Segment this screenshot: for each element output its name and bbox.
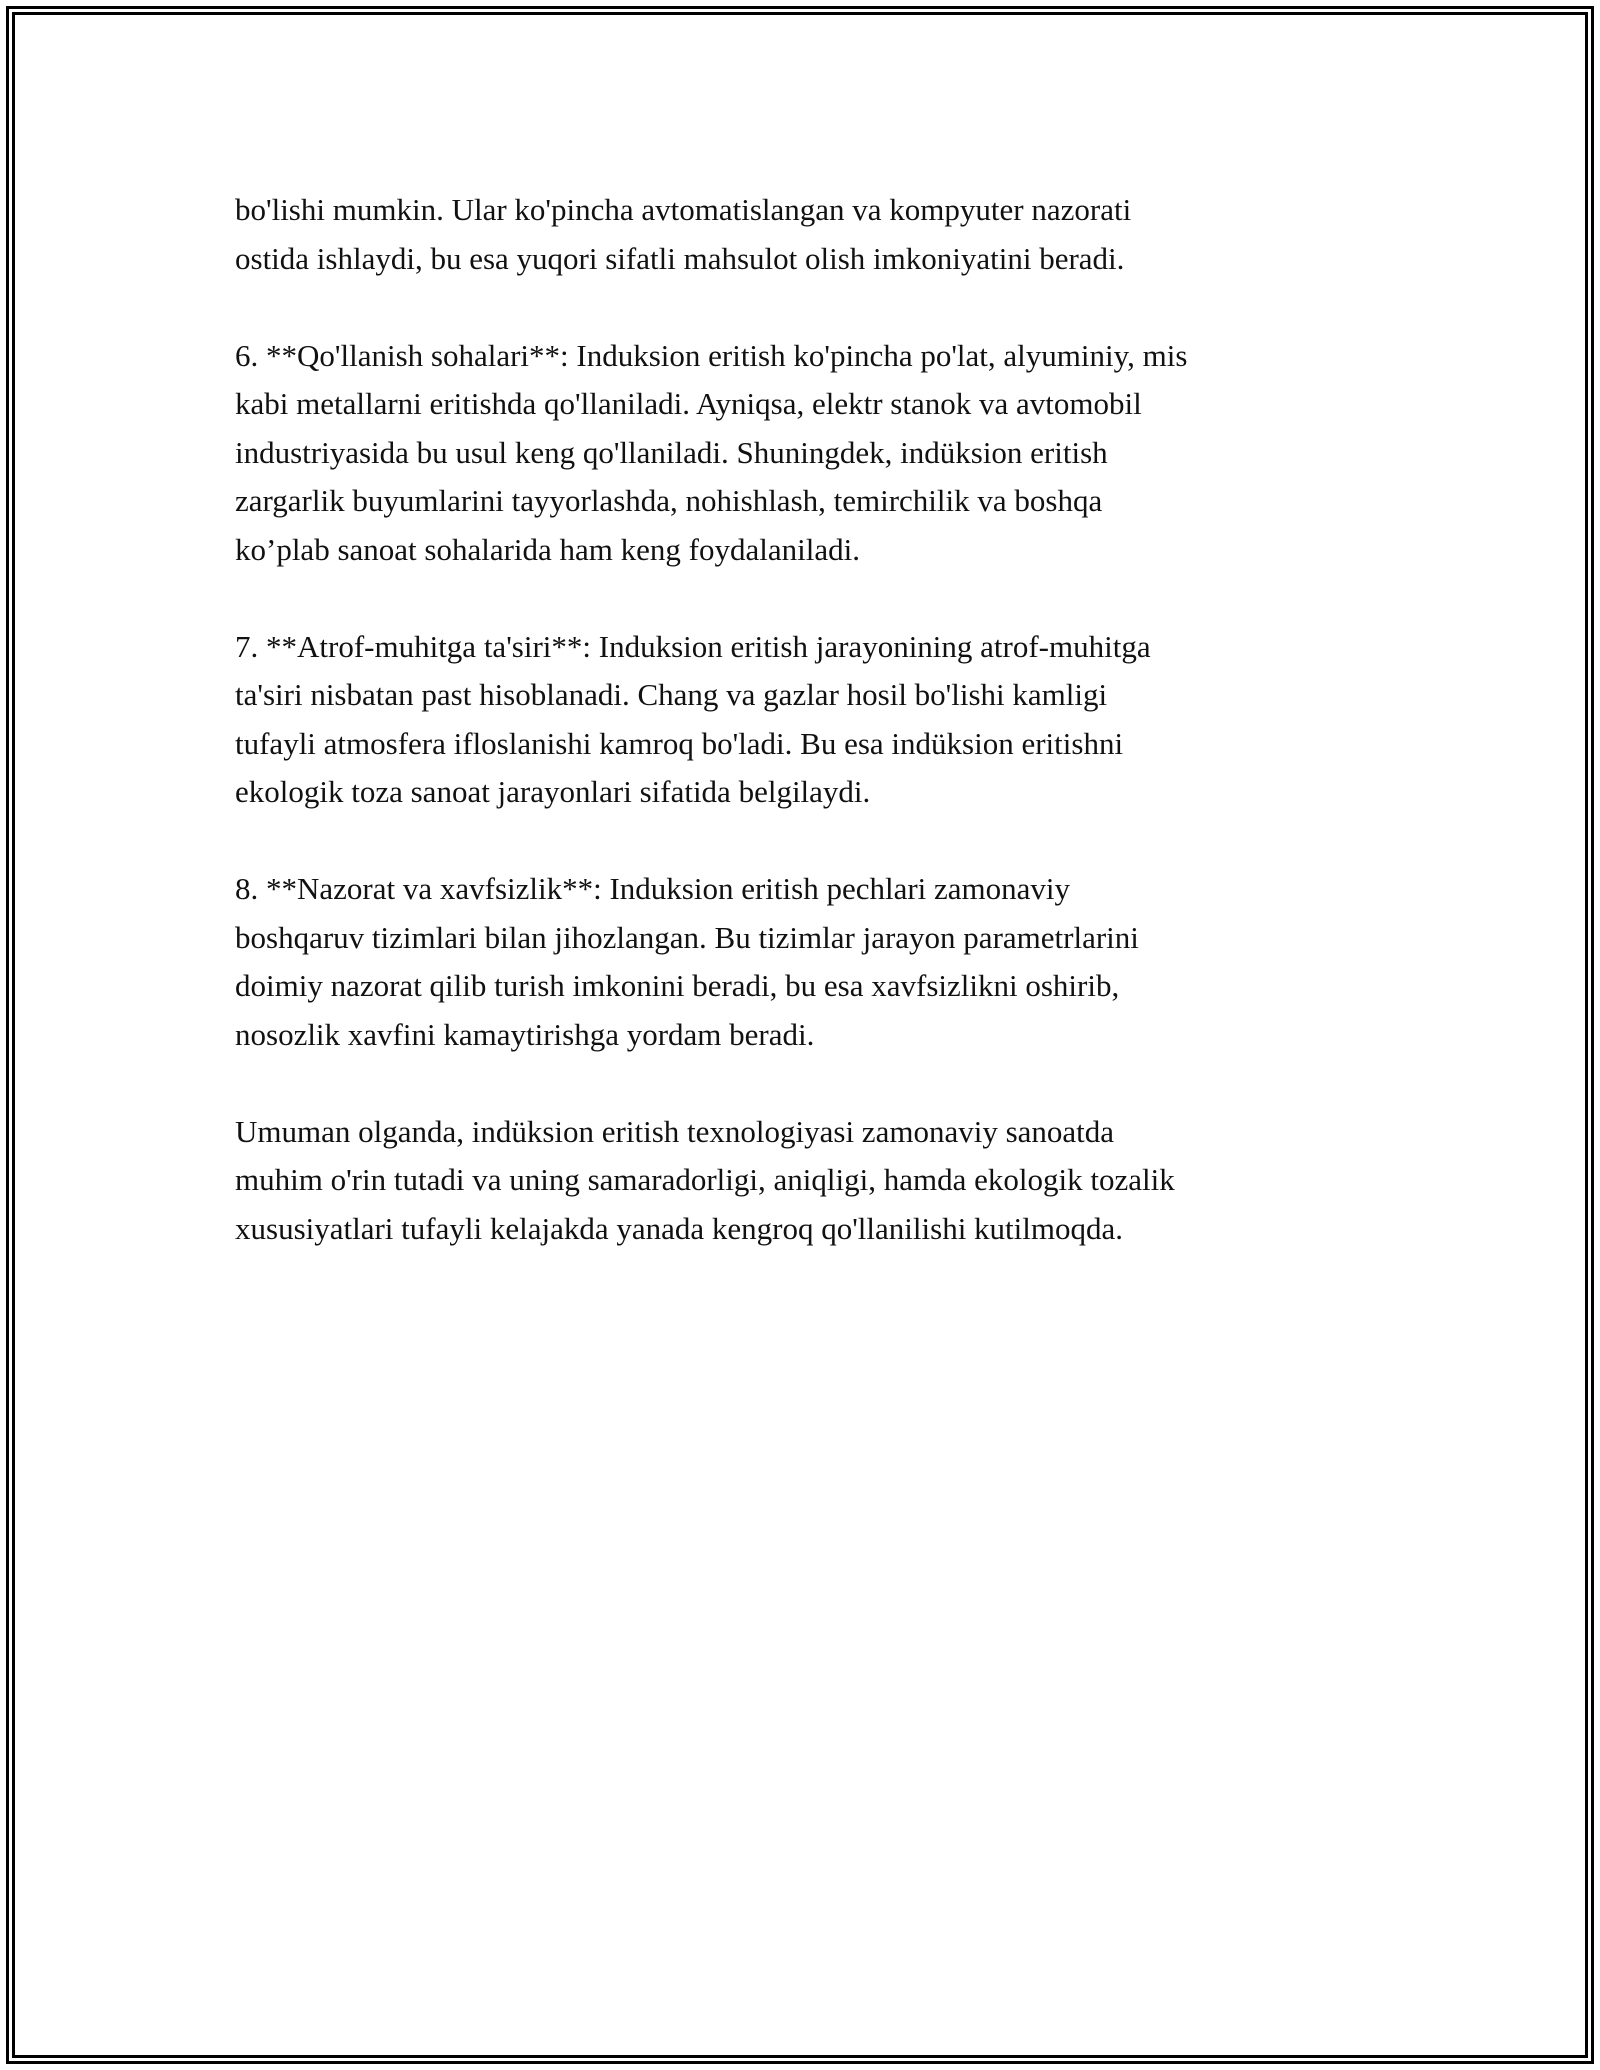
paragraph-item-6: 6. **Qo'llanish sohalari**: Induksion eritish ko'pincha po'lat, alyuminiy, mis kabi metallarni eritishda qo'llaniladi. Ayniqsa, elektr stanok va avtomobil industriyasida bu usul keng qo'llaniladi. Shuningdek, indüksion eritish zargarlik buyumlarini tayyorlashda, nohishlash, temirchilik va boshqa ko’plab sanoat sohalarida ham keng foydalaniladi. (235, 337, 1188, 567)
paragraph-continuation: bo'lishi mumkin. Ular ko'pincha avtomatislangan va kompyuter nazorati ostida ishlaydi, bu esa yuqori sifatli mahsulot olish imkoniyatini beradi. (235, 192, 1132, 276)
paragraph-conclusion: Umuman olganda, indüksion eritish texnologiyasi zamonaviy sanoatda muhim o'rin tutadi va uning samaradorligi, aniqligi, hamda ekologik tozalik xususiyatlari tufayli kelajakda yanada kengroq qo'llanilishi kutilmoqda. (235, 1113, 1175, 1246)
document-body (235, 186, 1415, 1302)
paragraph-item-7: 7. **Atrof-muhitga ta'siri**: Induksion eritish jarayonining atrof-muhitga ta'siri nisbatan past hisoblanadi. Chang va gazlar hosil bo'lishi kamligi tufayli atmosfera ifloslanishi kamroq bo'ladi. Bu esa indüksion eritishni ekologik toza sanoat jarayonlari sifatida belgilaydi. (235, 628, 1151, 809)
paragraph-item-8: 8. **Nazorat va xavfsizlik**: Induksion eritish pechlari zamonaviy boshqaruv tizimlari bilan jihozlangan. Bu tizimlar jarayon parametrlarini doimiy nazorat qilib turish imkonini beradi, bu esa xavfsizlikni oshirib, nosozlik xavfini kamaytirishga yordam beradi. (235, 871, 1139, 1052)
